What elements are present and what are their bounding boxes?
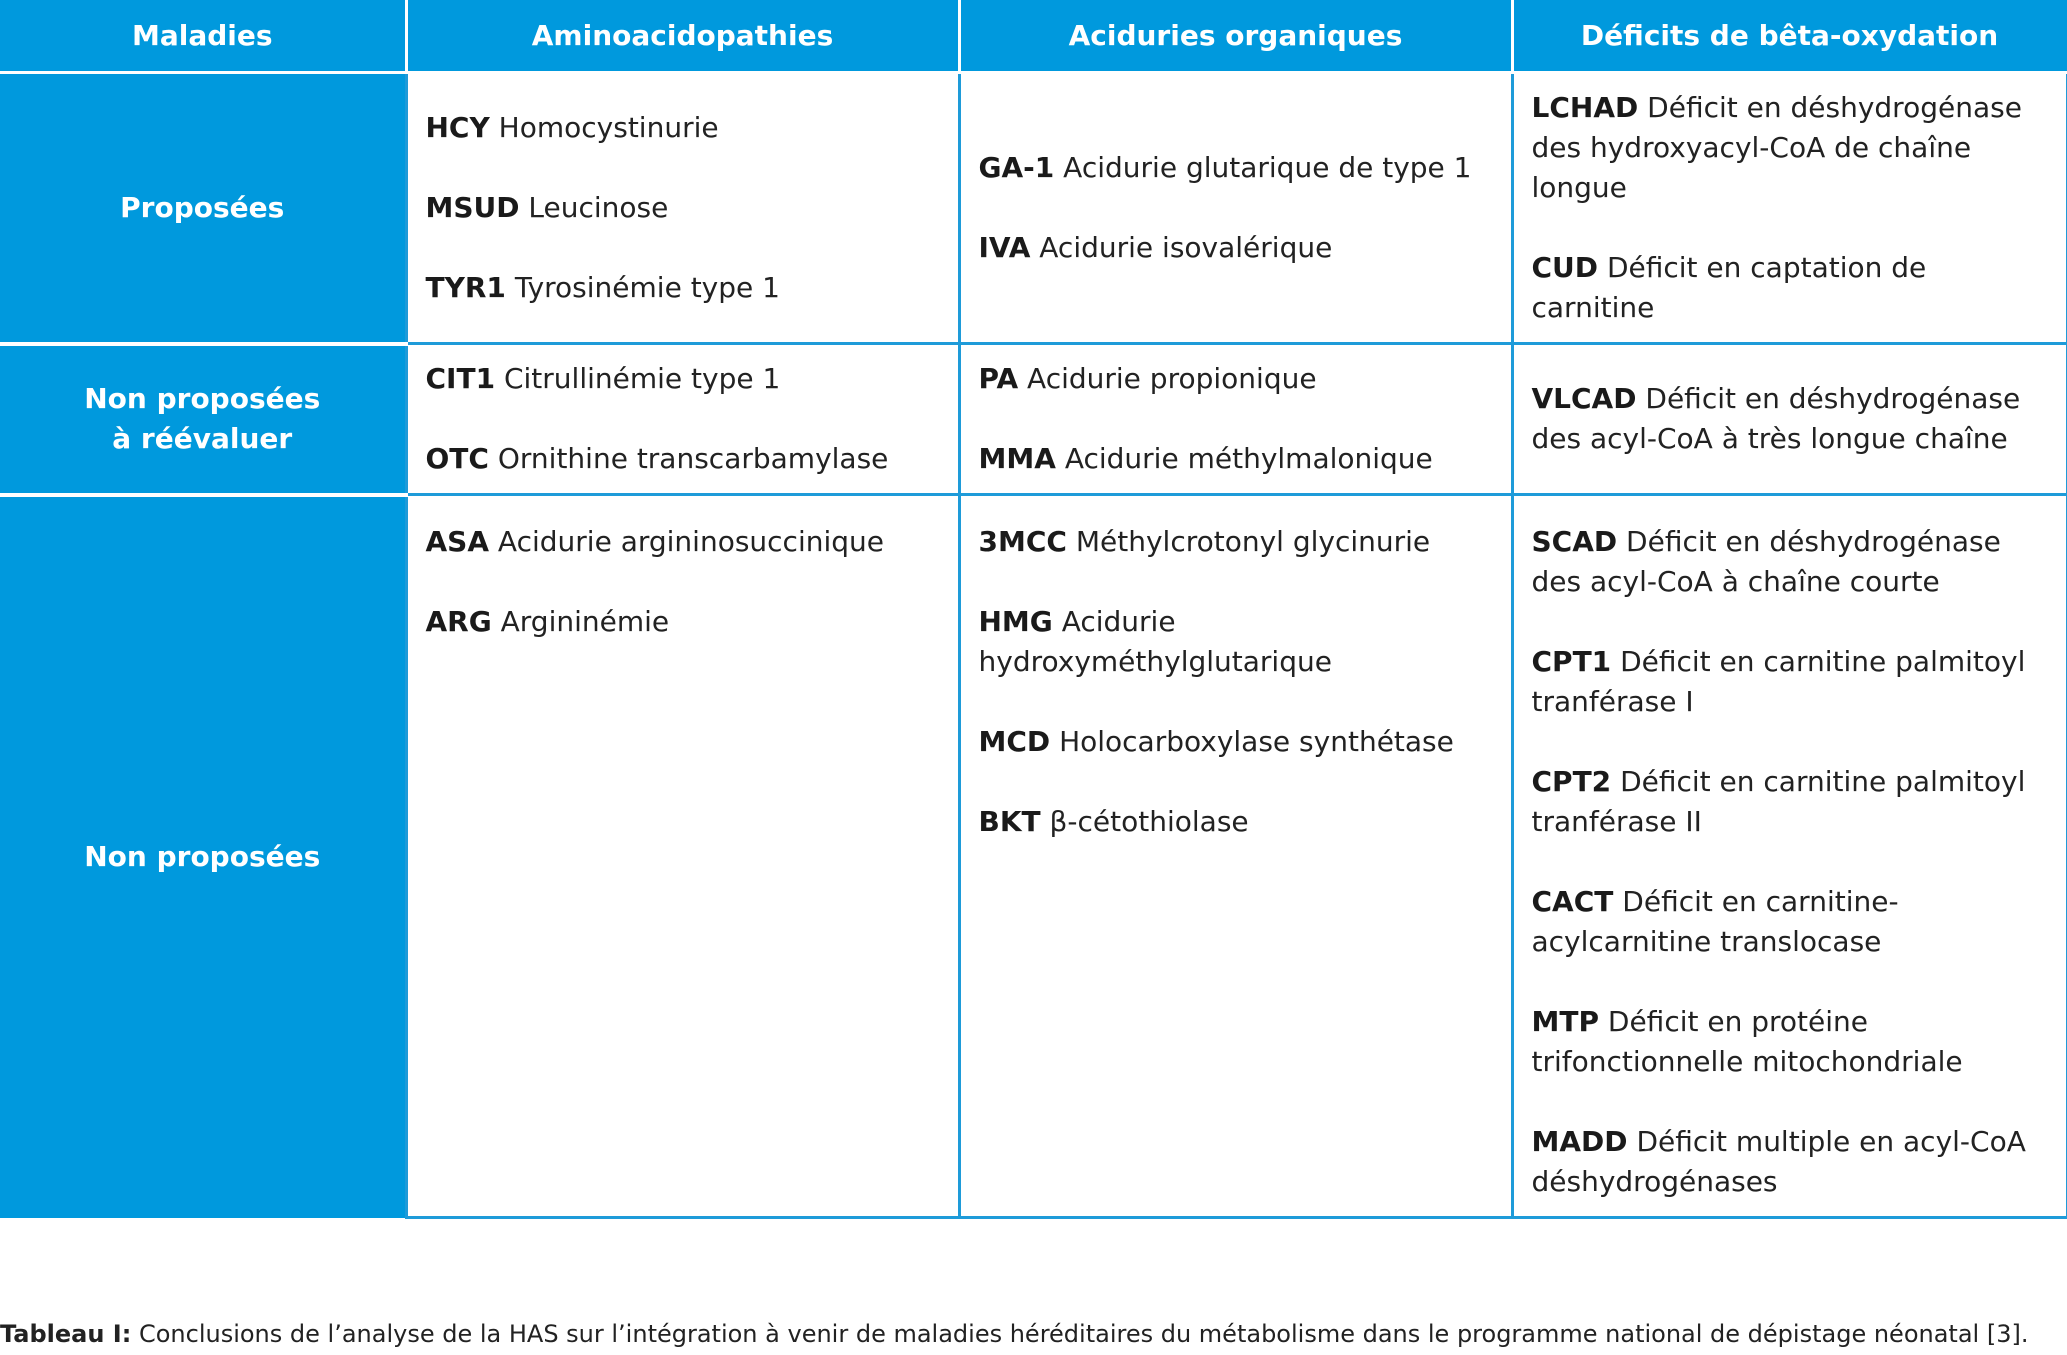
cell-aciduries-organiques (959, 495, 1512, 1218)
header-row (0, 0, 2067, 73)
list-item: 3MCC Méthylcrotonyl glycinurie (978, 525, 1431, 558)
list-item: MSUD Leucinose (425, 191, 669, 224)
table-row-non-proposees-a-reevaluer (0, 344, 2067, 495)
list-item: SCAD Déficit en déshydrogénase des acyl-CoA à chaîne courte (1531, 525, 2001, 598)
list-item: ASA Acidurie argininosuccinique (425, 525, 885, 558)
cell-aciduries-organiques (959, 73, 1512, 344)
list-item: CPT2 Déficit en carnitine palmitoyl tranférase II (1531, 765, 2026, 838)
caption-label: Tableau I: (0, 1320, 132, 1348)
cell-aminoacidopathies (406, 73, 959, 344)
list-item: ARG Argininémie (425, 605, 670, 638)
cell-deficits-beta-oxydation (1512, 73, 2067, 344)
list-item: CUD Déficit en captation de carnitine (1531, 251, 1927, 324)
row-label: Non proposées (0, 495, 406, 1218)
table-row-non-proposees (0, 495, 2067, 1218)
list-item: CACT Déficit en carnitine-acylcarnitine translocase (1531, 885, 1899, 958)
cell-aminoacidopathies (406, 344, 959, 495)
list-item: OTC Ornithine transcarbamylase (425, 442, 889, 475)
list-item: MADD Déficit multiple en acyl-CoA déshydrogénases (1531, 1125, 2026, 1198)
header-aminoacidopathies: Aminoacidopathies (406, 0, 959, 73)
list-item: TYR1 Tyrosinémie type 1 (425, 271, 780, 304)
header-deficits-beta-oxydation: Déficits de bêta-oxydation (1512, 0, 2067, 73)
list-item: MMA Acidurie méthylmalonique (978, 442, 1433, 475)
list-item: CPT1 Déficit en carnitine palmitoyl tranférase I (1531, 645, 2026, 718)
cell-deficits-beta-oxydation (1512, 344, 2067, 495)
table-row-proposees (0, 73, 2067, 344)
list-item: VLCAD Déficit en déshydrogénase des acyl-CoA à très longue chaîne (1531, 382, 2021, 455)
list-item: LCHAD Déficit en déshydrogénase des hydroxyacyl-CoA de chaîne longue (1531, 91, 2022, 204)
cell-aciduries-organiques (959, 344, 1512, 495)
row-label: Non proposées à réévaluer (0, 344, 406, 495)
cell-deficits-beta-oxydation (1512, 495, 2067, 1218)
list-item: CIT1 Citrullinémie type 1 (425, 362, 781, 395)
list-item: MCD Holocarboxylase synthétase (978, 725, 1454, 758)
table-caption (0, 1320, 2067, 1348)
header-aciduries-organiques: Aciduries organiques (959, 0, 1512, 73)
row-label: Proposées (0, 73, 406, 344)
header-maladies: Maladies (0, 0, 406, 73)
list-item: PA Acidurie propionique (978, 362, 1317, 395)
list-item: IVA Acidurie isovalérique (978, 231, 1333, 264)
caption-text: Conclusions de l’analyse de la HAS sur l’intégration à venir de maladies héréditaires du métabolisme dans le programme national de dépistage néonatal [3]. (138, 1320, 2029, 1348)
list-item: HCY Homocystinurie (425, 111, 719, 144)
list-item: GA-1 Acidurie glutarique de type 1 (978, 151, 1472, 184)
list-item: HMG Acidurie hydroxyméthylglutarique (978, 605, 1332, 678)
cell-aminoacidopathies (406, 495, 959, 1218)
list-item: BKT β-cétothiolase (978, 805, 1249, 838)
list-item: MTP Déficit en protéine trifonctionnelle mitochondriale (1531, 1005, 1963, 1078)
